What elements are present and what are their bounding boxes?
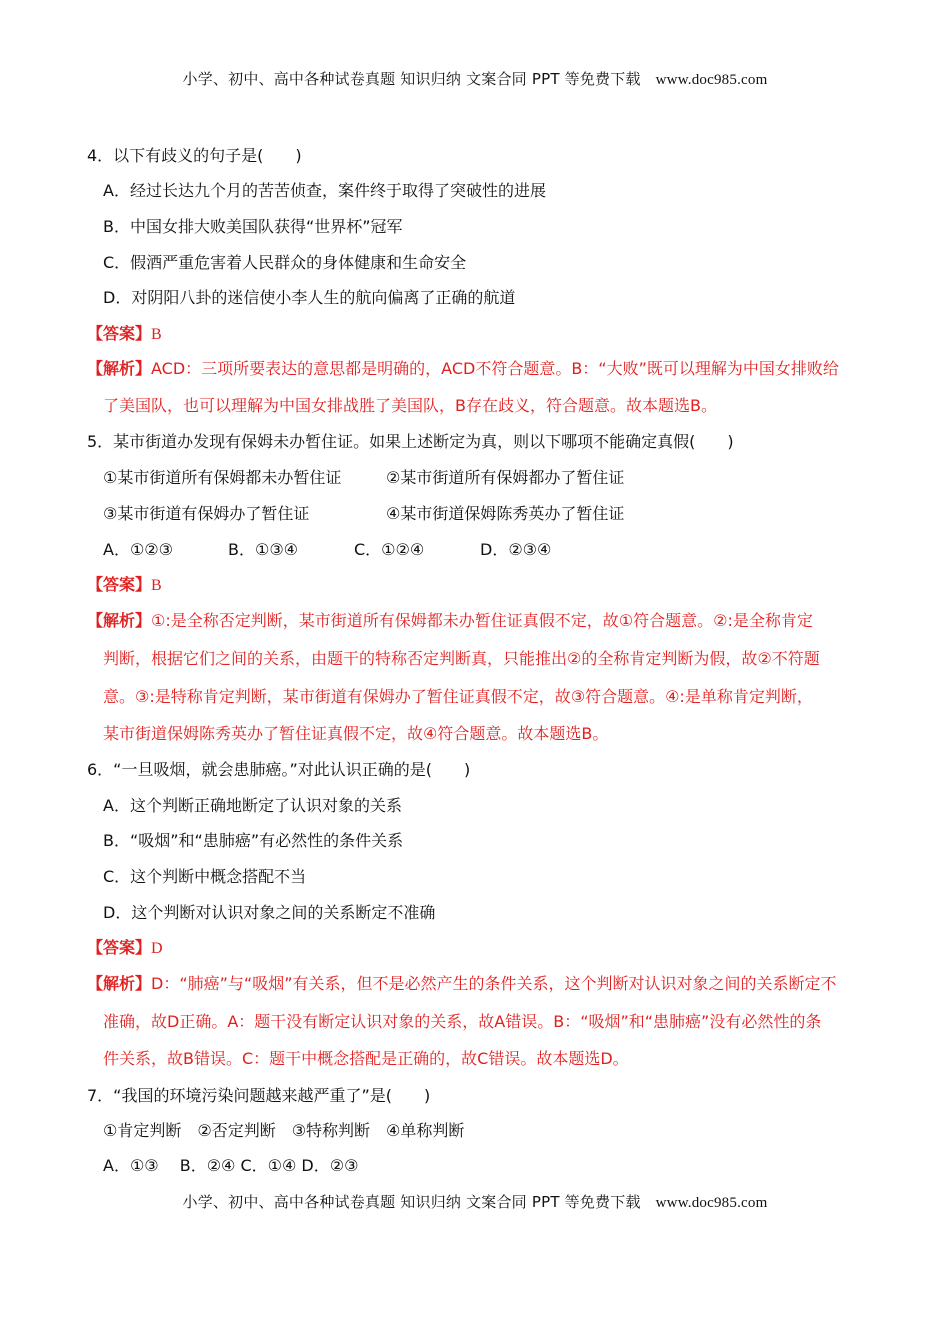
question-4-stem: 4．以下有歧义的句子是( ) (87, 146, 302, 165)
question-5-explanation-line-4: 某市街道保姆陈秀英办了暂住证真假不定，故④符合题意。故本题选B。 (103, 724, 609, 743)
question-6-stem: 6．“一旦吸烟，就会患肺癌。”对此认识正确的是( ) (87, 760, 471, 779)
question-5-answer (87, 574, 162, 597)
question-6-explanation-line-1 (87, 973, 837, 995)
question-6-explanation-line-3: 件关系，故B错误。C：题干中概念搭配是正确的，故C错误。故本题选D。 (103, 1049, 629, 1068)
answer-tag: 【答案】 (87, 938, 152, 957)
question-5-option-c: C．①②④ (354, 540, 425, 559)
question-5-item-3: ③某市街道有保姆办了暂住证 (103, 504, 310, 523)
explanation-text: D：“肺癌”与“吸烟”有关系，但不是必然产生的条件关系，这个判断对认识对象之间的关系断定不 (151, 974, 837, 993)
answer-value: B (151, 577, 162, 594)
question-5-item-1: ①某市街道所有保姆都未办暂住证 (103, 468, 342, 487)
question-4-option-d: D．对阴阳八卦的迷信使小李人生的航向偏离了正确的航道 (103, 288, 516, 307)
answer-value: D (151, 940, 163, 957)
page-header (0, 68, 950, 89)
question-5-explanation-line-2: 判断，根据它们之间的关系，由题干的特称否定判断真，只能推出②的全称肯定判断为假，故②不符题 (103, 649, 820, 668)
page-footer (0, 1191, 950, 1212)
explanation-text: ACD：三项所要表达的意思都是明确的，ACD不符合题意。B：“大败”既可以理解为中国女排败给 (151, 359, 839, 378)
question-5-explanation-line-1 (87, 610, 813, 632)
question-7-items: ①肯定判断 ②否定判断 ③特称判断 ④单称判断 (103, 1121, 465, 1140)
question-4-option-a: A．经过长达九个月的苦苦侦查，案件终于取得了突破性的进展 (103, 181, 546, 200)
question-4-explanation-line-1 (87, 358, 839, 380)
header-text: 小学、初中、高中各种试卷真题 知识归纳 文案合同 PPT 等免费下载 (182, 70, 641, 88)
question-5-option-d: D．②③④ (480, 540, 552, 559)
question-4-option-b: B．中国女排大败美国队获得“世界杯”冠军 (103, 217, 403, 236)
question-6-explanation-line-2: 准确，故D正确。A：题干没有断定认识对象的关系，故A错误。B：“吸烟”和“患肺癌”没有必然性的条 (103, 1012, 822, 1031)
question-4-explanation-line-2: 了美国队，也可以理解为中国女排战胜了美国队，B存在歧义，符合题意。故本题选B。 (103, 396, 717, 415)
explanation-tag: 【解析】 (87, 974, 152, 993)
question-5-option-b: B．①③④ (228, 540, 299, 559)
question-6-option-c: C．这个判断中概念搭配不当 (103, 867, 307, 886)
answer-tag: 【答案】 (87, 324, 152, 343)
question-4-option-c: C．假酒严重危害着人民群众的身体健康和生命安全 (103, 253, 467, 272)
footer-text: 小学、初中、高中各种试卷真题 知识归纳 文案合同 PPT 等免费下载 (182, 1193, 641, 1211)
question-5-stem: 5．某市街道办发现有保姆未办暂住证。如果上述断定为真，则以下哪项不能确定真假( ) (87, 432, 734, 451)
explanation-tag: 【解析】 (87, 611, 152, 630)
question-6-option-a: A．这个判断正确地断定了认识对象的关系 (103, 796, 402, 815)
header-site-link[interactable]: www.doc985.com (655, 72, 768, 88)
question-5-explanation-line-3: 意。③:是特称肯定判断，某市街道有保姆办了暂住证真假不定，故③符合题意。④:是单称肯定判断， (103, 687, 813, 706)
explanation-tag: 【解析】 (87, 359, 152, 378)
question-5-item-4: ④某市街道保姆陈秀英办了暂住证 (386, 504, 625, 523)
question-5-option-a: A．①②③ (103, 540, 173, 559)
question-7-stem: 7．“我国的环境污染问题越来越严重了”是( ) (87, 1086, 431, 1105)
question-6-option-d: D．这个判断对认识对象之间的关系断定不准确 (103, 903, 436, 922)
question-4-answer (87, 323, 162, 346)
explanation-text: ①:是全称否定判断，某市街道所有保姆都未办暂住证真假不定，故①符合题意。②:是全称肯定 (151, 611, 813, 630)
footer-site-link[interactable]: www.doc985.com (655, 1195, 768, 1211)
question-7-options: A．①③ B．②④ C．①④ D．②③ (103, 1156, 359, 1175)
question-6-answer (87, 937, 163, 960)
question-6-option-b: B．“吸烟”和“患肺癌”有必然性的条件关系 (103, 831, 404, 850)
answer-tag: 【答案】 (87, 575, 152, 594)
answer-value: B (151, 326, 162, 343)
question-5-item-2: ②某市街道所有保姆都办了暂住证 (386, 468, 625, 487)
